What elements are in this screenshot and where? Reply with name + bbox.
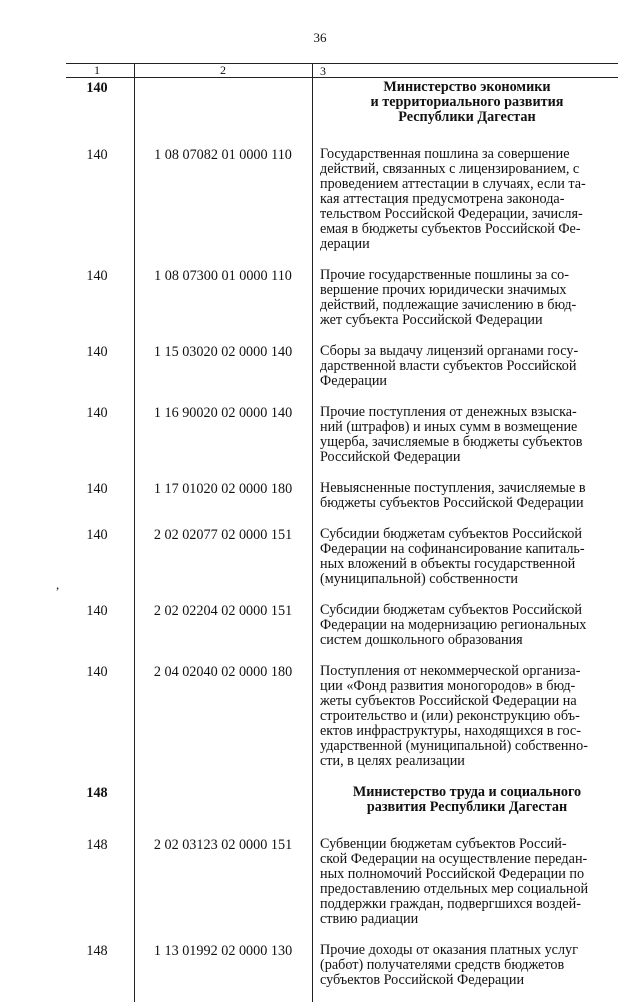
description-line: Прочие государственные пошлины за со- <box>320 267 569 283</box>
description-cell <box>312 344 618 389</box>
description-line: Субсидии бюджетам субъектов Российской <box>320 526 582 542</box>
description-line: и территориального развития <box>370 94 564 110</box>
description-cell <box>312 268 618 328</box>
budget-code-cell: 2 02 02077 02 0000 151 <box>153 527 293 543</box>
admin-code-cell: 148 <box>86 785 108 801</box>
description-line: ударственной (муниципальной) собственно- <box>320 738 588 754</box>
admin-code-cell: 140 <box>86 664 108 680</box>
table-row <box>66 601 618 662</box>
description-line: сти, в целях реализации <box>320 753 465 769</box>
budget-code-cell: 1 08 07300 01 0000 110 <box>154 268 292 284</box>
header-col-1: 1 <box>94 63 100 77</box>
column-divider <box>134 64 135 1002</box>
table-header <box>66 64 618 78</box>
page-number: 36 <box>313 30 327 45</box>
description-line: Министерство труда и социального <box>352 784 582 800</box>
description-line: дерации <box>320 236 370 252</box>
admin-code-cell: 140 <box>86 603 108 619</box>
description-cell <box>312 664 618 769</box>
table-row <box>66 662 618 783</box>
table-row <box>66 835 618 941</box>
budget-code-cell: 2 02 02204 02 0000 151 <box>153 603 293 619</box>
table-row <box>66 342 618 403</box>
header-col-3: 3 <box>320 64 326 78</box>
description-line: Республики Дагестан <box>398 109 536 125</box>
budget-code-cell <box>134 80 312 125</box>
description-line: кая аттестация предусмотрена законода- <box>320 191 565 207</box>
description-line: Субвенции бюджетам субъектов Россий- <box>320 836 567 852</box>
admin-code-cell: 140 <box>86 344 108 360</box>
admin-code-cell: 148 <box>86 837 108 853</box>
description-line: систем дошкольного образования <box>320 632 523 648</box>
description-line: строительство и (или) реконструкцию объ- <box>320 708 580 724</box>
description-line: дарственной власти субъектов Российской <box>320 358 577 374</box>
description-line: Сборы за выдачу лицензий органами госу- <box>320 343 579 359</box>
budget-code-cell: 2 02 03123 02 0000 151 <box>153 837 293 853</box>
table-row <box>66 525 618 601</box>
budget-code-cell: 1 08 07082 01 0000 110 <box>154 147 292 163</box>
ministry-heading-row <box>66 783 618 835</box>
description-line: (муниципальной) собственности <box>320 571 519 587</box>
description-line: ний (штрафов) и иных сумм в возмещение <box>320 419 578 435</box>
column-divider <box>312 64 313 1002</box>
description-cell <box>312 837 618 927</box>
description-line: действий, связанных с лицензированием, с <box>320 161 580 177</box>
description-line: проведением аттестации в случаях, если та- <box>320 176 586 192</box>
description-line: ектов инфраструктуры, находящихся в гос- <box>320 723 581 739</box>
description-cell <box>312 405 618 465</box>
table-row <box>66 266 618 342</box>
description-line: бюджеты субъектов Российской Федерации <box>320 495 584 511</box>
description-cell <box>312 481 618 511</box>
budget-code-cell <box>134 785 312 815</box>
admin-code-cell: 148 <box>86 943 108 959</box>
description-line: (работ) получателями средств бюджетов <box>320 957 565 973</box>
description-line: ской Федерации на осуществление передан- <box>320 851 588 867</box>
description-line: предоставлению отдельных мер социальной <box>320 881 589 897</box>
description-line: Федерации на софинансирование капиталь- <box>320 541 585 557</box>
description-cell <box>312 943 618 988</box>
description-line: Федерации <box>320 373 388 389</box>
description-line: жет субъекта Российской Федерации <box>320 312 543 328</box>
stray-comma-mark: , <box>56 577 60 592</box>
ministry-name-cell <box>312 80 618 125</box>
admin-code-cell: 140 <box>86 268 108 284</box>
budget-code-cell: 1 15 03020 02 0000 140 <box>153 344 293 360</box>
ministry-name-cell <box>312 785 618 815</box>
admin-code-cell: 140 <box>86 80 108 96</box>
description-line: ных полномочий Российской Федерации по <box>320 866 585 882</box>
description-line: действий, подлежащие зачислению в бюд- <box>320 297 577 313</box>
admin-code-cell: 140 <box>86 527 108 543</box>
admin-code-cell: 140 <box>86 481 108 497</box>
budget-code-cell: 1 16 90020 02 0000 140 <box>153 405 293 421</box>
description-cell <box>312 147 618 252</box>
admin-code-cell: 140 <box>86 405 108 421</box>
table-row <box>66 479 618 525</box>
description-line: Невыясненные поступления, зачисляемые в <box>320 480 586 496</box>
table-row <box>66 941 618 1002</box>
table-row <box>66 145 618 266</box>
description-line: тельством Российской Федерации, зачисля- <box>320 206 583 222</box>
description-line: жеты субъектов Российской Федерации на <box>320 693 577 709</box>
description-line: Государственная пошлина за совершение <box>320 146 570 162</box>
description-line: Поступления от некоммерческой организа- <box>320 663 581 679</box>
description-line: развития Республики Дагестан <box>366 799 568 815</box>
revenue-table <box>66 63 618 1002</box>
description-line: Субсидии бюджетам субъектов Российской <box>320 602 582 618</box>
admin-code-cell: 140 <box>86 147 108 163</box>
description-cell <box>312 527 618 587</box>
description-cell <box>312 603 618 648</box>
table-body <box>66 78 618 1002</box>
budget-code-cell: 2 04 02040 02 0000 180 <box>153 664 293 680</box>
table-row <box>66 403 618 479</box>
description-line: Федерации на модернизацию региональных <box>320 617 587 633</box>
description-line: вершение прочих юридически значимых <box>320 282 567 298</box>
ministry-heading-row <box>66 78 618 145</box>
budget-code-cell: 1 17 01020 02 0000 180 <box>153 481 293 497</box>
description-line: ущерба, зачисляемые в бюджеты субъектов <box>320 434 583 450</box>
description-line: субъектов Российской Федерации <box>320 972 525 988</box>
description-line: Российской Федерации <box>320 449 461 465</box>
budget-code-cell: 1 13 01992 02 0000 130 <box>153 943 293 959</box>
description-line: ции «Фонд развития моногородов» в бюд- <box>320 678 576 694</box>
description-line: Министерство экономики <box>383 79 551 95</box>
description-line: емая в бюджеты субъектов Российской Фе- <box>320 221 581 237</box>
description-line: Прочие поступления от денежных взыска- <box>320 404 577 420</box>
description-line: ных вложений в объекты государственной <box>320 556 576 572</box>
description-line: поддержки граждан, подвергшихся воздей- <box>320 896 581 912</box>
header-col-2: 2 <box>220 63 226 77</box>
description-line: Прочие доходы от оказания платных услуг <box>320 942 578 958</box>
description-line: ствию радиации <box>320 911 419 927</box>
